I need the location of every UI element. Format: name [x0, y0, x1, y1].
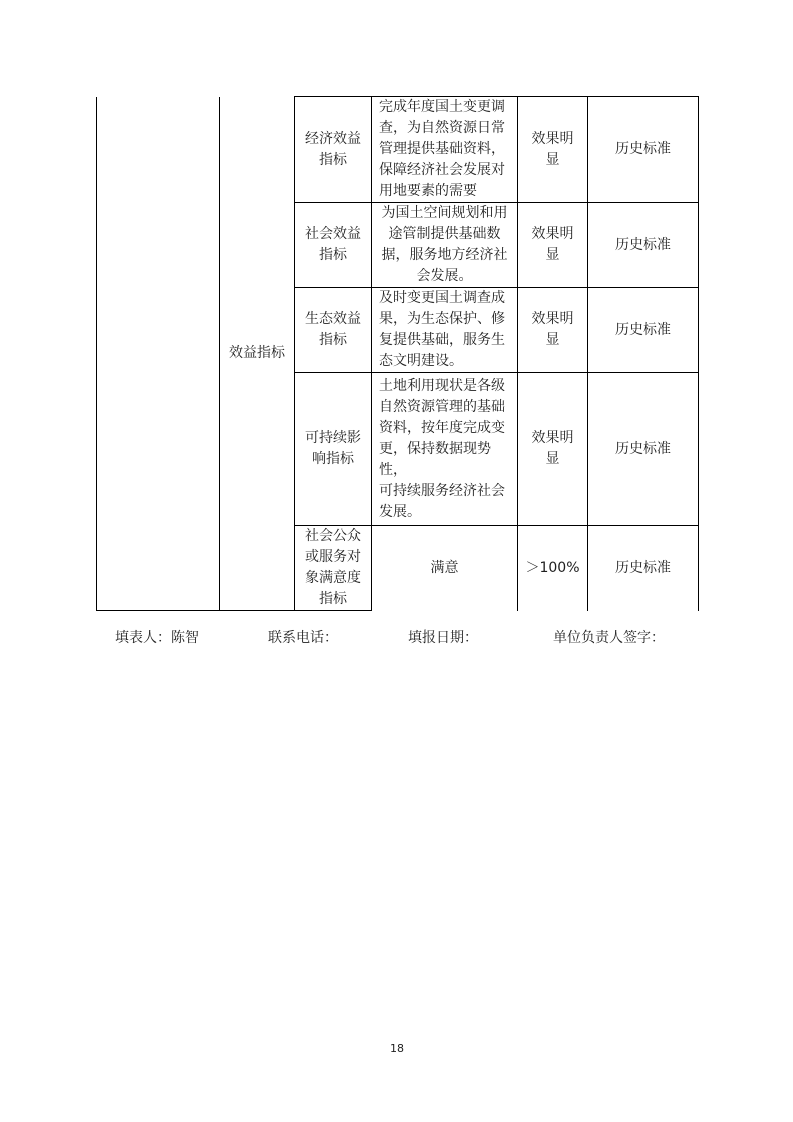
- indicator-cell: 生态效益 指标: [295, 288, 372, 373]
- value-cell: 效果明 显: [518, 203, 588, 288]
- content-cell: 满意: [372, 526, 518, 611]
- indicator-cell: 经济效益 指标: [295, 97, 372, 203]
- signature-label: 单位负责人签字：: [553, 630, 665, 646]
- content-cell: 为国土空间规划和用 途管制提供基础数 据，服务地方经济社 会发展。: [372, 203, 518, 288]
- value-cell: ＞100%: [518, 526, 588, 611]
- continued-blank-cell: [97, 97, 220, 611]
- content-cell: 及时变更国土调查成 果，为生态保护、修 复提供基础，服务生 态文明建设。: [372, 288, 518, 373]
- value-cell: 效果明 显: [518, 97, 588, 203]
- phone-label: 联系电话：: [268, 630, 338, 646]
- category-cell: 效益指标: [220, 97, 295, 611]
- indicator-cell: 社会公众 或服务对 象满意度 指标: [295, 526, 372, 611]
- value-cell: 效果明 显: [518, 288, 588, 373]
- standard-cell: 历史标准: [588, 526, 699, 611]
- content-cell: 完成年度国土变更调 查，为自然资源日常 管理提供基础资料， 保障经济社会发展对 用地要素的需要: [372, 97, 518, 203]
- standard-cell: 历史标准: [588, 288, 699, 373]
- indicator-cell: 可持续影 响指标: [295, 373, 372, 526]
- table-row: [97, 97, 699, 203]
- content-cell: 土地利用现状是各级 自然资源管理的基础 资料，按年度完成变 更，保持数据现势性， 可持续服务经济社会 发展。: [372, 373, 518, 526]
- performance-indicator-table: [96, 96, 699, 611]
- date-label: 填报日期：: [408, 630, 478, 646]
- value-cell: 效果明 显: [518, 373, 588, 526]
- standard-cell: 历史标准: [588, 97, 699, 203]
- filler-label: 填表人：陈智: [115, 630, 199, 646]
- standard-cell: 历史标准: [588, 373, 699, 526]
- standard-cell: 历史标准: [588, 203, 699, 288]
- indicator-cell: 社会效益 指标: [295, 203, 372, 288]
- page-number: 18: [390, 1042, 404, 1055]
